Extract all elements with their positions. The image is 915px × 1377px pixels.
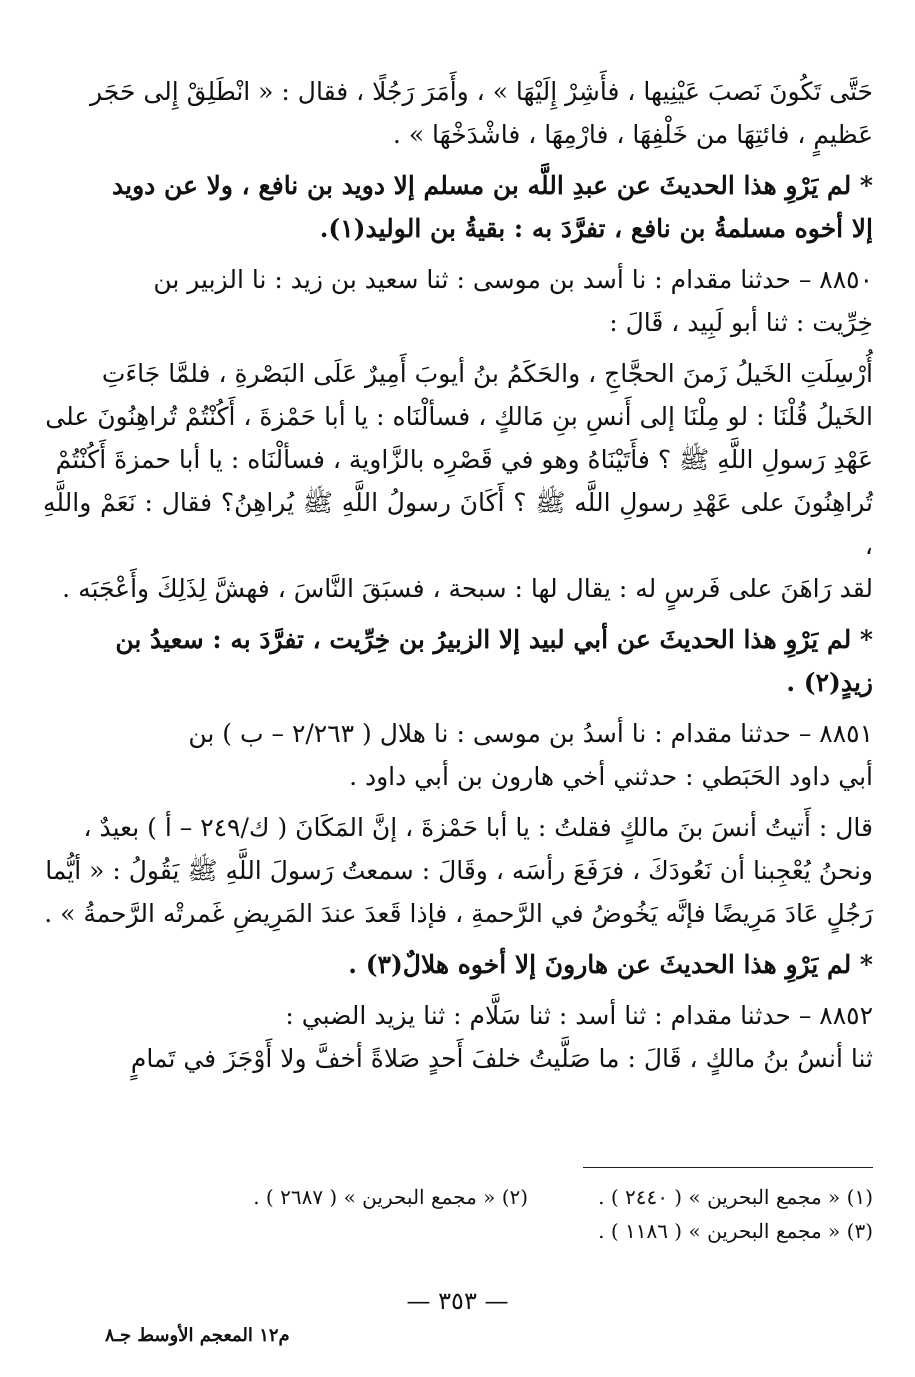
footnote-2: (٢) « مجمع البحرين » ( ٢٦٨٧ ) .: [253, 1185, 529, 1209]
text-line: إلا أخوه مسلمةُ بن نافع ، تفرَّدَ به : بقيةُ بن الوليد(١).: [319, 214, 873, 243]
text-line: عَظيمٍ ، فائتِهَا من خَلْفِهَا ، فارْمِهَا ، فاشْدَخْهَا » .: [392, 120, 873, 149]
text-line: الخَيلُ قُلْنَا : لو مِلْنَا إلى أَنسِ بنِ مَالكٍ ، فسألْنَاه : يا أبا حَمْزةَ ، أَكُنْتُمْ تُراهِنُونَ على: [45, 402, 873, 431]
main-text: [43, 70, 873, 1088]
page-number: — ٣٥٣ —: [406, 1287, 509, 1315]
commentary-paragraph: [43, 618, 873, 704]
text-line: زيدٍ(٢) .: [786, 668, 873, 697]
text-line: ٨٨٥٢ – حدثنا مقدام : ثنا أسد : ثنا سَلَّام : ثنا يزيد الضبي :: [285, 1001, 873, 1030]
text-line: حَتَّى تَكُونَ نَصبَ عَيْنِيها ، فأَشِرْ إِلَيْهَا » ، وأَمَرَ رَجُلًا ، فقال : « انْطَلِقْ إِلى حَجَر: [90, 77, 873, 106]
hadith-paragraph: [43, 806, 873, 935]
hadith-paragraph: [43, 712, 873, 798]
commentary-paragraph: [43, 164, 873, 250]
footnote-separator: [583, 1167, 873, 1168]
footnote-row: [43, 1180, 873, 1214]
hadith-paragraph: [43, 352, 873, 610]
text-line: * لم يَرْوِ هذا الحديثَ عن عبدِ اللَّه بن مسلم إلا دويد بن نافع ، ولا عن دويد: [111, 171, 873, 200]
text-line: أبي داود الحَبَطي : حدثني أخي هارون بن أبي داود .: [349, 762, 873, 791]
text-line: عَهْدِ رَسولِ اللَّهِ ﷺ ؟ فأَتَيْنَاهُ وهو في قَصْرِه بالزَّاوية ، فسألْنَاه : يا أبا حمزةَ أَكُنْتُمْ: [55, 445, 873, 474]
text-line: قال : أَتيتُ أنسَ بنَ مالكٍ فقلتُ : يا أبا حَمْزةَ ، إنَّ المَكَانَ ( ك/٢٤٩ – أ ) بعيدٌ ،: [83, 813, 873, 842]
footnote-3: (٣) « مجمع البحرين » ( ١١٨٦ ) .: [598, 1219, 873, 1243]
text-line: ونحنُ يُعْجِبنا أن نَعُودَكَ ، فرَفَعَ رأسَه ، وقَالَ : سمعتُ رَسولَ اللَّهِ ﷺ يَقُولُ : « أيُّما: [45, 856, 873, 885]
text-line: * لم يَرْوِ هذا الحديثَ عن أبي لبيد إلا الزبيرُ بن خِرِّيت ، تفرَّدَ به : سعيدُ بن: [115, 625, 873, 654]
text-line: لقد رَاهَنَ على فَرسٍ له : يقال لها : سبحة ، فسبَقَ النَّاسَ ، فهشَّ لِذَلِكَ وأَعْجَبَه .: [62, 574, 873, 603]
hadith-paragraph: [43, 258, 873, 344]
text-line: رَجُلٍ عَادَ مَرِيضًا فإنَّه يَخُوضُ في الرَّحمةِ ، فإذا قَعدَ عندَ المَرِيضِ غَمرتْه الرَّحمةُ » .: [44, 899, 873, 928]
printer-signature: م١٢ المعجم الأوسط جـ٨: [105, 1325, 290, 1346]
commentary-paragraph: [43, 943, 873, 986]
text-line: تُراهِنُونَ على عَهْدِ رسولِ اللَّه ﷺ ؟ أَكَانَ رسولُ اللَّهِ ﷺ يُراهِنُ؟ فقال : نَعَمْ واللَّهِ ،: [43, 488, 873, 560]
hadith-paragraph: [43, 994, 873, 1080]
text-line: ٨٨٥٠ – حدثنا مقدام : نا أسد بن موسى : ثنا سعيد بن زيد : نا الزبير بن: [153, 265, 873, 294]
text-line: ٨٨٥١ – حدثنا مقدام : نا أسدُ بن موسى : نا هلال ( ٢/٢٦٣ – ب ) بن: [188, 719, 873, 748]
text-line: أُرْسِلَتِ الخَيلُ زَمنَ الحجَّاجِ ، والحَكَمُ بنُ أيوبَ أَمِيرٌ عَلَى البَصْرةِ ، فلمَّا جَاءَتِ: [101, 359, 873, 388]
footnote-1: (١) « مجمع البحرين » ( ٢٤٤٠ ) .: [598, 1185, 873, 1209]
text-line: ثنا أنسُ بنُ مالكٍ ، قَالَ : ما صَلَّيتُ خلفَ أَحدٍ صَلاةً أخفَّ ولا أَوْجَزَ في تَمامٍ: [130, 1044, 873, 1073]
text-line: خِرِّيت : ثنا أبو لَبِيد ، قَالَ :: [609, 308, 873, 337]
footnotes: [43, 1180, 873, 1248]
text-line: * لم يَرْوِ هذا الحديثَ عن هارونَ إلا أخوه هلالٌ(٣) .: [348, 950, 873, 979]
footnote-row: [43, 1214, 873, 1248]
hadith-paragraph: [43, 70, 873, 156]
